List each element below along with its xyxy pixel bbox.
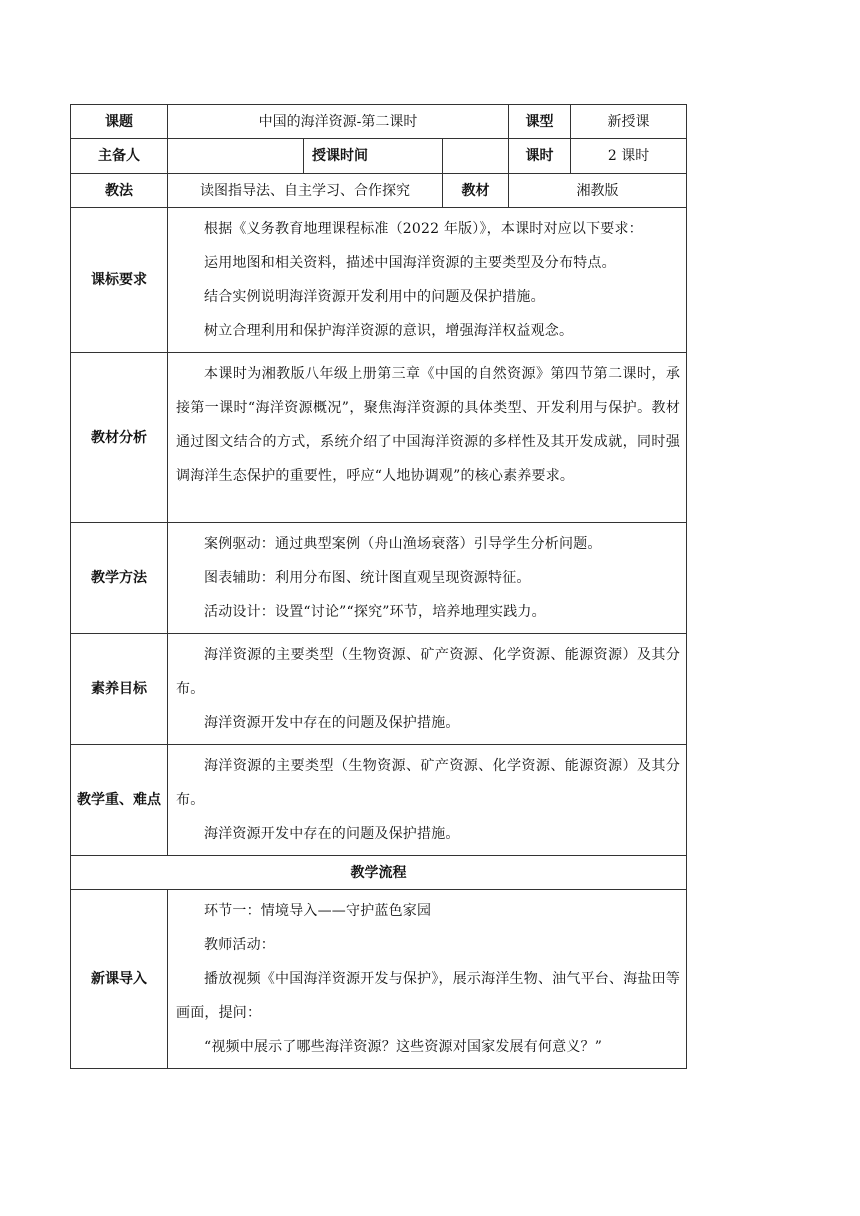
paragraph: 海洋资源开发中存在的问题及保护措施。: [204, 826, 460, 842]
section-curriculum: [71, 208, 687, 353]
paragraph: 图表辅助：利用分布图、统计图直观呈现资源特征。: [204, 570, 531, 586]
paragraph: 播放视频《中国海洋资源开发与保护》，展示海洋生物、油气平台、海盐田等画面，提问：: [176, 971, 681, 1021]
section-label: 教材分析: [71, 353, 168, 523]
paragraph: 案例驱动：通过典型案例（舟山渔场衰落）引导学生分析问题。: [204, 536, 602, 552]
lesson-type-value: 新授课: [571, 105, 687, 139]
section-key-points: [71, 745, 687, 856]
textbook-value: 湘教版: [509, 174, 687, 208]
section-label: 教学方法: [71, 523, 168, 634]
paragraph: 环节一：情境导入——守护蓝色家园: [204, 903, 432, 919]
paragraph: 教师活动：: [204, 937, 275, 953]
header-row-preparer: [71, 139, 687, 174]
textbook-label: 教材: [443, 174, 509, 208]
paragraph: 海洋资源开发中存在的问题及保护措施。: [204, 715, 460, 731]
section-lesson-intro: [71, 890, 687, 1069]
paragraph: 海洋资源的主要类型（生物资源、矿产资源、化学资源、能源资源）及其分布。: [176, 758, 681, 808]
header-row-method: [71, 174, 687, 208]
paragraph: 根据《义务教育地理课程标准（2022 年版）》，本课时对应以下要求：: [204, 221, 643, 237]
paragraph: 海洋资源的主要类型（生物资源、矿产资源、化学资源、能源资源）及其分布。: [176, 647, 681, 697]
teaching-time-label: 授课时间: [304, 139, 443, 174]
paragraph: 本课时为湘教版八年级上册第三章《中国的自然资源》第四节第二课时，承接第一课时“海洋资源概况”，聚焦海洋资源的具体类型、开发利用与保护。教材通过图文结合的方式，系统介绍了中国海洋资源的多样性及其开发成就，同时强调海洋生态保护的重要性，呼应“人地协调观”的核心素养要求。: [176, 366, 681, 484]
section-content: [168, 523, 687, 634]
section-literacy-goals: [71, 634, 687, 745]
section-content: [168, 634, 687, 745]
teaching-method-label: 教法: [71, 174, 168, 208]
section-content: [168, 745, 687, 856]
lesson-plan-table: [70, 104, 687, 1069]
teaching-flow-title: 教学流程: [71, 856, 687, 890]
preparer-value: [168, 139, 304, 174]
section-label: 教学重、难点: [71, 745, 168, 856]
lesson-type-label: 课型: [509, 105, 571, 139]
topic-value: 中国的海洋资源-第二课时: [168, 105, 509, 139]
paragraph: 结合实例说明海洋资源开发利用中的问题及保护措施。: [204, 289, 545, 305]
class-hours-value: 2 课时: [571, 139, 687, 174]
teaching-time-value: [443, 139, 509, 174]
paragraph: 树立合理利用和保护海洋资源的意识，增强海洋权益观念。: [204, 323, 574, 339]
class-hours-label: 课时: [509, 139, 571, 174]
section-label: 课标要求: [71, 208, 168, 353]
header-row-topic: [71, 105, 687, 139]
preparer-label: 主备人: [71, 139, 168, 174]
section-textbook-analysis: [71, 353, 687, 523]
section-content: [168, 353, 687, 523]
section-teaching-methods: [71, 523, 687, 634]
paragraph: “视频中展示了哪些海洋资源？这些资源对国家发展有何意义？”: [204, 1039, 603, 1055]
section-content: [168, 208, 687, 353]
paragraph: 活动设计：设置“讨论”“探究”环节，培养地理实践力。: [204, 604, 546, 620]
teaching-method-value: 读图指导法、自主学习、合作探究: [168, 174, 443, 208]
section-label: 素养目标: [71, 634, 168, 745]
section-content: [168, 890, 687, 1069]
section-label: 新课导入: [71, 890, 168, 1069]
paragraph: 运用地图和相关资料，描述中国海洋资源的主要类型及分布特点。: [204, 255, 616, 271]
teaching-flow-row: [71, 856, 687, 890]
topic-label: 课题: [71, 105, 168, 139]
